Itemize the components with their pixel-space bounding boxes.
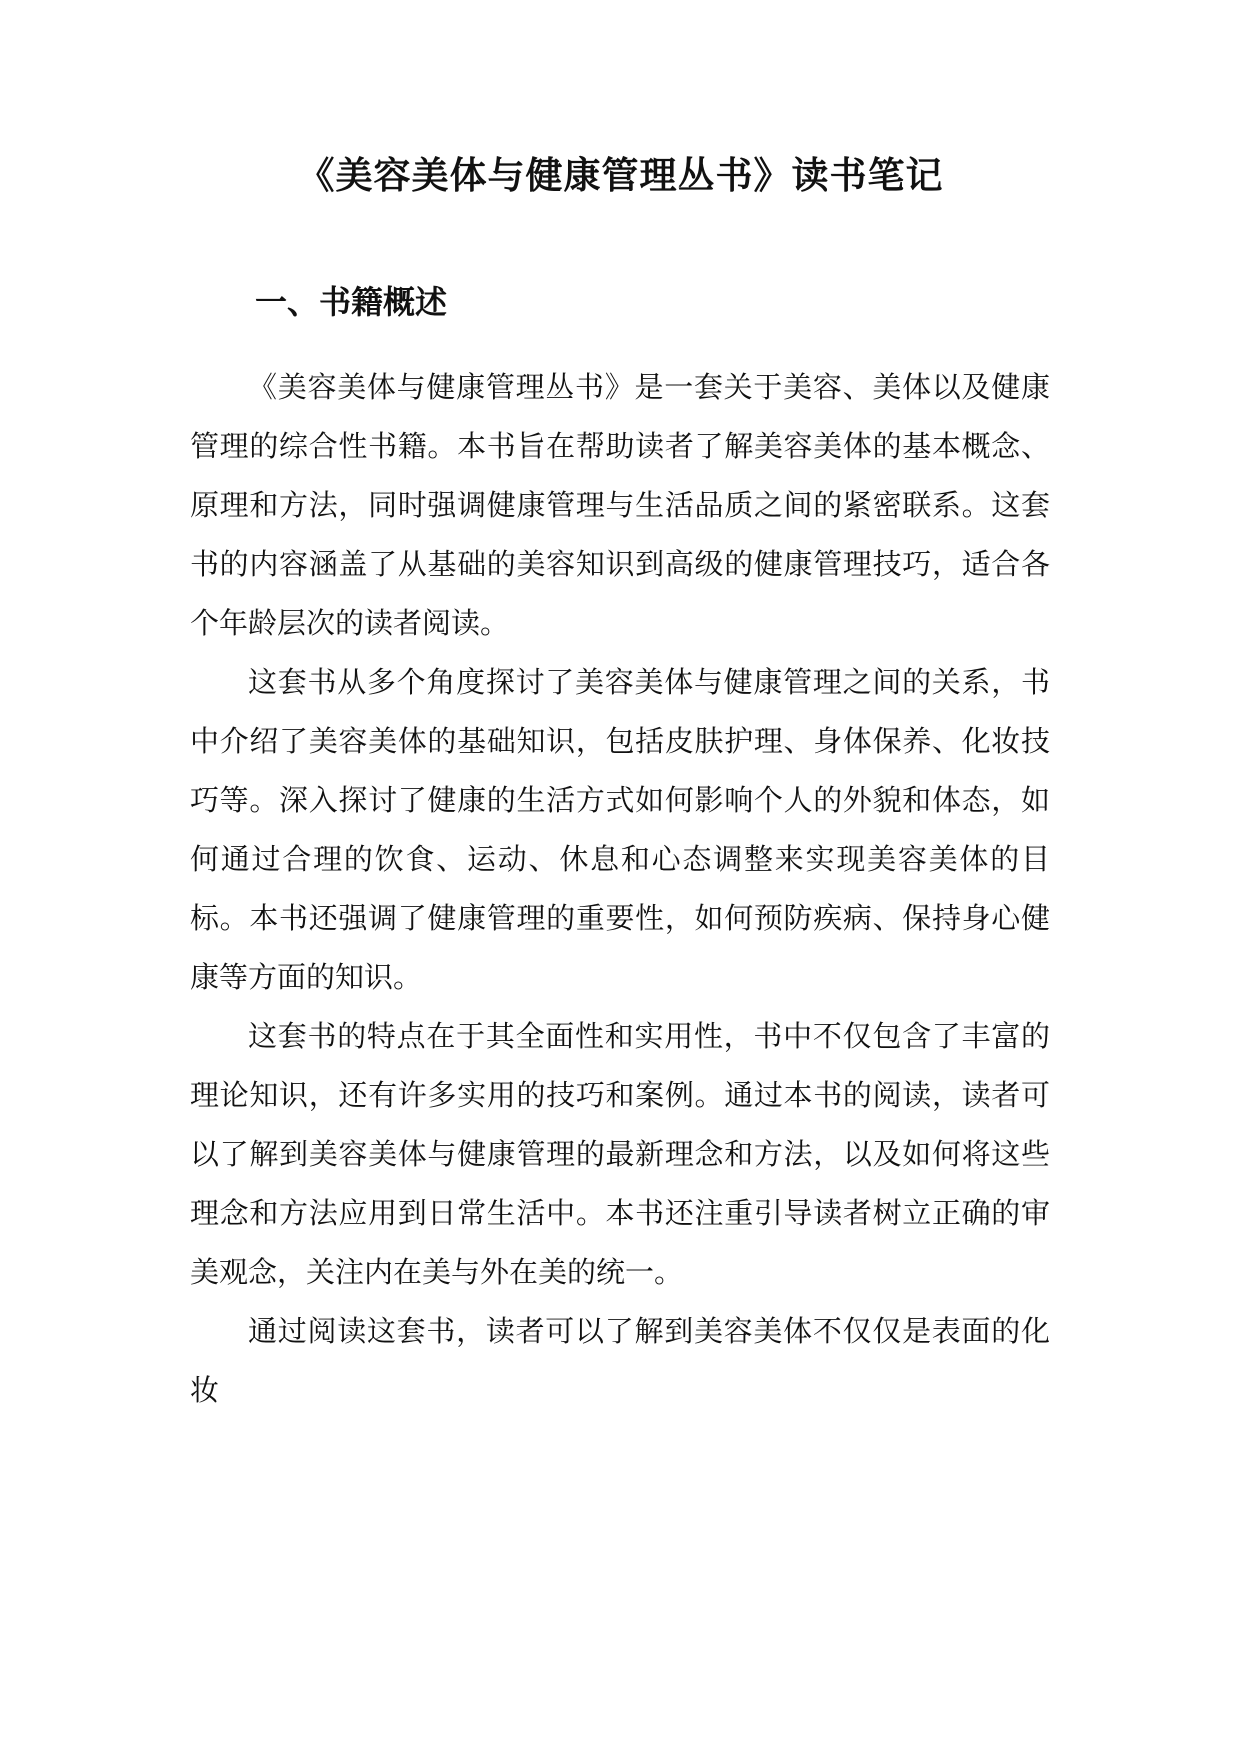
paragraph-2: 这套书从多个角度探讨了美容美体与健康管理之间的关系，书中介绍了美容美体的基础知识，包括皮肤护理、身体保养、化妆技巧等。深入探讨了健康的生活方式如何影响个人的外貌和体态，如何通过合理的饮食、运动、休息和心态调整来实现美容美体的目标。本书还强调了健康管理的重要性，如何预防疾病、保持身心健康等方面的知识。 bbox=[190, 665, 1050, 994]
section-heading: 一、书籍概述 bbox=[255, 283, 448, 321]
paragraph-1: 《美容美体与健康管理丛书》是一套关于美容、美体以及健康管理的综合性书籍。本书旨在帮助读者了解美容美体的基本概念、原理和方法，同时强调健康管理与生活品质之间的紧密联系。这套书的内容涵盖了从基础的美容知识到高级的健康管理技巧，适合各个年龄层次的读者阅读。 bbox=[190, 370, 1050, 640]
page-title: 《美容美体与健康管理丛书》读书笔记 bbox=[297, 153, 944, 197]
paragraph-3: 这套书的特点在于其全面性和实用性，书中不仅包含了丰富的理论知识，还有许多实用的技巧和案例。通过本书的阅读，读者可以了解到美容美体与健康管理的最新理念和方法，以及如何将这些理念和方法应用到日常生活中。本书还注重引导读者树立正确的审美观念，关注内在美与外在美的统一。 bbox=[190, 1019, 1050, 1289]
paragraph-4: 通过阅读这套书，读者可以了解到美容美体不仅仅是表面的化妆 bbox=[190, 1314, 1050, 1407]
body-text bbox=[190, 358, 1050, 1420]
